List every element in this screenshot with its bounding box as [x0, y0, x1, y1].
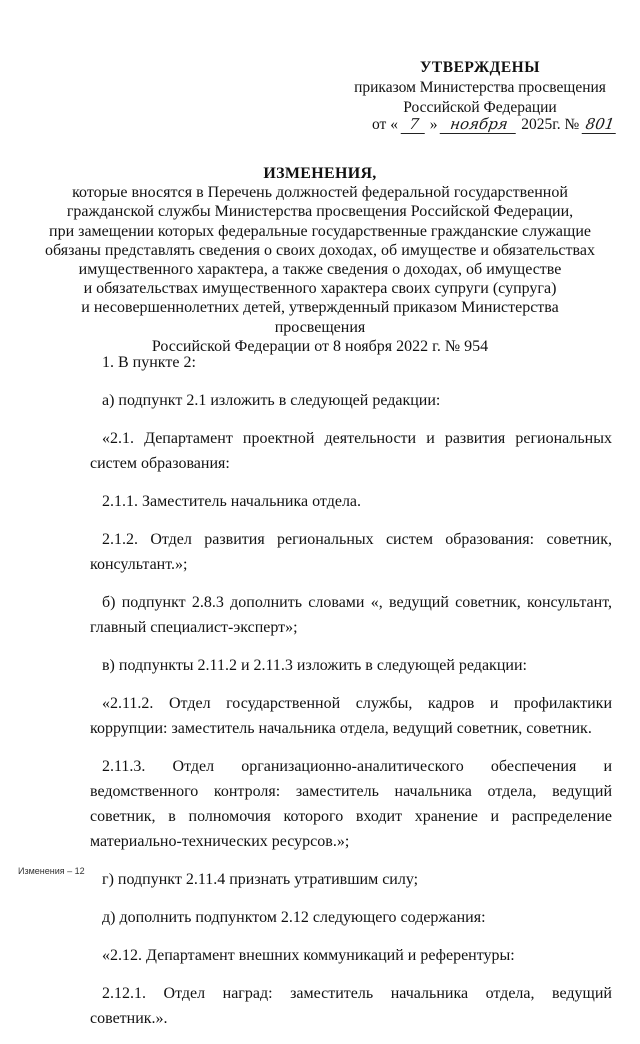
- handwritten-month: ноября: [440, 115, 519, 134]
- title-line: и несовершеннолетних детей, утвержденный приказом Министерства просвещения: [81, 299, 559, 336]
- paragraph: г) подпункт 2.11.4 признать утратившим силу;: [102, 871, 419, 888]
- handwritten-day: 7: [400, 115, 427, 134]
- paragraph: 2.11.3. Отдел организационно-аналитического обеспечения и ведомственного контроля: заместитель начальника отдела, ведущий советник, в полномочия которого входит хранение и распределение материально-технических ресурсов.»;: [90, 758, 612, 850]
- approval-heading: УТВЕРЖДЕНЫ: [420, 59, 540, 76]
- page-footer: Изменения – 12: [18, 866, 85, 876]
- paragraph: 2.1.1. Заместитель начальника отдела.: [102, 493, 362, 510]
- paragraph: д) дополнить подпунктом 2.12 следующего содержания:: [102, 909, 486, 926]
- approval-block: [350, 58, 610, 118]
- approval-line-1: приказом Министерства просвещения: [354, 79, 606, 96]
- title-line: гражданской службы Министерства просвещения Российской Федерации,: [66, 203, 574, 221]
- paragraph: «2.1. Департамент проектной деятельности и развития региональных систем образования:: [90, 430, 612, 472]
- year-and-number-label: 2025г. №: [521, 116, 580, 133]
- paragraph: а) подпункт 2.1 изложить в следующей редакции:: [102, 392, 441, 409]
- paragraph: 1. В пункте 2:: [102, 354, 196, 371]
- handwritten-order-number: 801: [582, 115, 619, 134]
- title-line: и обязательствах имущественного характера своих супруги (супруга): [83, 280, 557, 298]
- paragraph: в) подпункты 2.11.2 и 2.11.3 изложить в следующей редакции:: [102, 657, 527, 674]
- date-mid: »: [429, 116, 438, 133]
- document-title: ИЗМЕНЕНИЯ,: [263, 165, 377, 182]
- paragraph: б) подпункт 2.8.3 дополнить словами «, ведущий советник, консультант, главный специалист-эксперт»;: [90, 594, 612, 636]
- date-prefix: от «: [372, 116, 398, 133]
- approval-date-line: [372, 115, 617, 134]
- approval-line-2: Российской Федерации: [403, 99, 557, 116]
- document-body: [90, 350, 612, 1044]
- paragraph: «2.11.2. Отдел государственной службы, кадров и профилактики коррупции: заместитель начальника отдела, ведущий советник, советник.: [90, 695, 612, 737]
- title-line: Российской Федерации от 8 ноября 2022 г. № 954: [151, 337, 489, 355]
- title-line: которые вносятся в Перечень должностей федеральной государственной: [72, 184, 568, 202]
- document-title-block: [40, 164, 600, 356]
- paragraph: 2.12.1. Отдел наград: заместитель начальника отдела, ведущий советник.».: [90, 985, 612, 1027]
- paragraph: 2.1.2. Отдел развития региональных систем образования: советник, консультант.»;: [90, 531, 612, 573]
- title-line: имущественного характера, а также сведения о доходах, об имуществе: [78, 261, 562, 279]
- paragraph: «2.12. Департамент внешних коммуникаций и референтуры:: [102, 947, 515, 964]
- title-line: при замещении которых федеральные государственные гражданские служащие: [49, 222, 591, 240]
- title-line: обязаны представлять сведения о своих доходах, об имуществе и обязательствах: [45, 241, 595, 259]
